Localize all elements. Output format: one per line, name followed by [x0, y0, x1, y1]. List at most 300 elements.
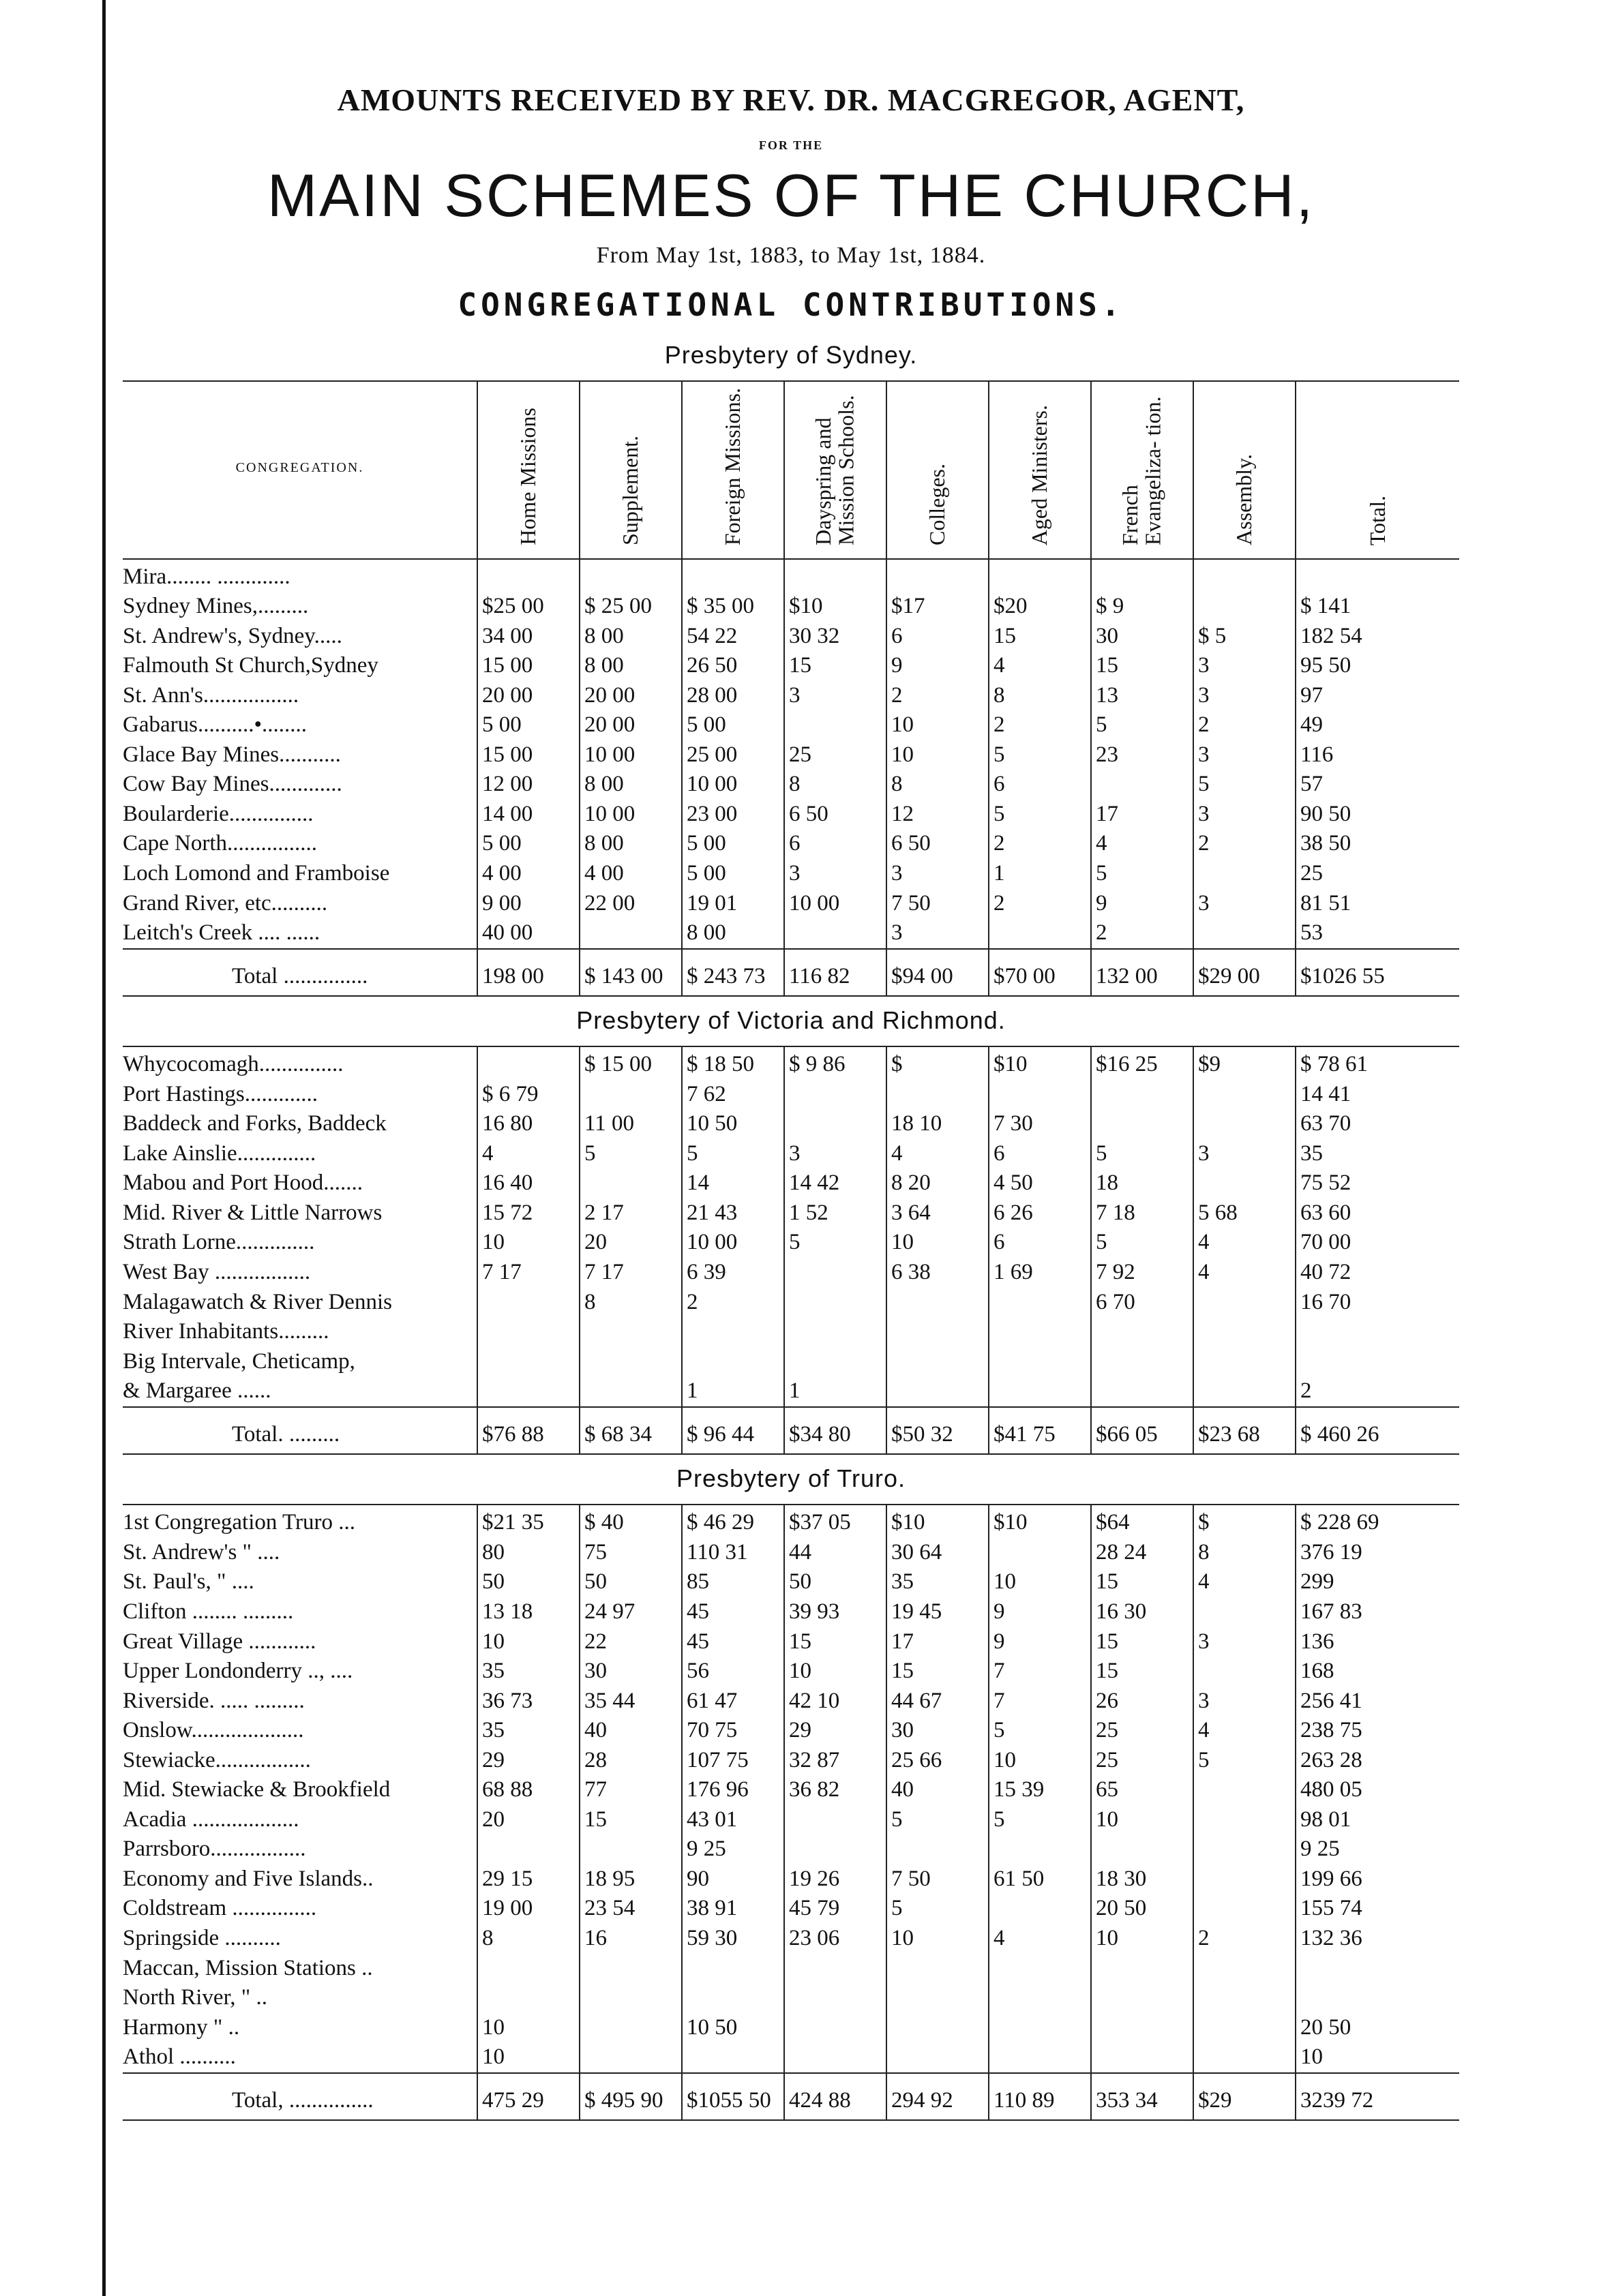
congregation-name: Acadia ...................	[123, 1807, 299, 1832]
amount-cell: 9 00	[477, 889, 580, 919]
amount-cell: 40	[886, 1775, 989, 1805]
amount-cell: 16 40	[477, 1168, 580, 1198]
congregation-name: Coldstream ...............	[123, 1896, 317, 1921]
total-row	[123, 949, 1459, 997]
amount-cell: 10	[784, 1657, 886, 1687]
amount-cell: 98 01	[1296, 1805, 1459, 1835]
congregation-name: Grand River, etc..........	[123, 890, 328, 916]
amount-cell	[682, 2042, 784, 2073]
amount-cell: 5	[989, 1805, 1091, 1835]
amount-cell: 5	[1193, 1746, 1296, 1776]
amount-cell: $9	[1193, 1046, 1296, 1080]
amount-cell	[682, 1347, 784, 1377]
amount-cell: $ 18 50	[682, 1046, 784, 1080]
total-amount: 116 82	[784, 949, 886, 997]
total-label: Total. .........	[232, 1421, 340, 1447]
amount-cell: 7	[989, 1657, 1091, 1687]
amount-cell: 3	[1193, 681, 1296, 711]
amount-cell	[886, 559, 989, 592]
amount-cell: 10 00	[682, 770, 784, 800]
congregation-name: St. Ann's.................	[123, 682, 299, 708]
amount-cell: 75 52	[1296, 1168, 1459, 1198]
congregation-name: Mid. Stewiacke & Brookfield	[123, 1777, 391, 1802]
amount-cell: 10	[886, 1924, 989, 1954]
amount-cell	[682, 1317, 784, 1347]
amount-cell: 7 17	[580, 1258, 682, 1288]
amount-cell: 299	[1296, 1567, 1459, 1597]
amount-cell: 3	[1193, 740, 1296, 770]
amount-cell: 10	[1296, 2042, 1459, 2073]
amount-cell: 3	[1193, 1627, 1296, 1657]
amount-cell: $ 6 79	[477, 1080, 580, 1110]
amount-cell	[580, 918, 682, 949]
amount-cell: 2	[1091, 918, 1193, 949]
amount-cell: 23 54	[580, 1894, 682, 1924]
contributions-table-truro	[123, 1504, 1459, 2121]
table-row	[123, 559, 1459, 592]
amount-cell	[1193, 1347, 1296, 1377]
amount-cell: 18	[1091, 1168, 1193, 1198]
amount-cell: 20	[477, 1805, 580, 1835]
amount-cell	[989, 1983, 1091, 2013]
amount-cell: 5	[580, 1139, 682, 1169]
total-amount: $94 00	[886, 949, 989, 997]
amount-cell: 35	[477, 1716, 580, 1746]
congregation-name: Parrsboro.................	[123, 1837, 306, 1862]
amount-cell	[784, 1258, 886, 1288]
table-row	[123, 1834, 1459, 1864]
amount-cell: 35	[477, 1657, 580, 1687]
amount-cell: $10	[886, 1505, 989, 1538]
amount-cell	[1193, 1657, 1296, 1687]
total-amount: $ 243 73	[682, 949, 784, 997]
amount-cell: 7 17	[477, 1258, 580, 1288]
amount-cell: 7 18	[1091, 1198, 1193, 1228]
total-amount: 198 00	[477, 949, 580, 997]
table-row	[123, 1198, 1459, 1228]
amount-cell: 5	[989, 800, 1091, 830]
total-amount: $ 68 34	[580, 1407, 682, 1455]
total-amount: 424 88	[784, 2073, 886, 2121]
amount-cell	[580, 1834, 682, 1864]
congregation-name: River Inhabitants.........	[123, 1319, 329, 1344]
amount-cell	[1091, 1376, 1193, 1407]
congregation-name: St. Andrew's " ....	[123, 1539, 280, 1565]
amount-cell: 20 00	[580, 710, 682, 740]
amount-cell: 5	[1091, 710, 1193, 740]
amount-cell: $ 40	[580, 1505, 682, 1538]
amount-cell	[580, 559, 682, 592]
table-row	[123, 829, 1459, 859]
amount-cell: 68 88	[477, 1775, 580, 1805]
table-row	[123, 2042, 1459, 2073]
amount-cell	[1193, 1080, 1296, 1110]
amount-cell: 3	[1193, 889, 1296, 919]
congregation-name: Loch Lomond and Framboise	[123, 861, 390, 886]
amount-cell: 24 97	[580, 1597, 682, 1627]
amount-cell: 40	[580, 1716, 682, 1746]
amount-cell: 2 17	[580, 1198, 682, 1228]
amount-cell: 14	[682, 1168, 784, 1198]
amount-cell: 50	[477, 1567, 580, 1597]
amount-cell: 6 38	[886, 1258, 989, 1288]
amount-cell: 4	[886, 1139, 989, 1169]
amount-cell: 63 60	[1296, 1198, 1459, 1228]
total-amount: $76 88	[477, 1407, 580, 1455]
congregation-name: Sydney Mines,.........	[123, 594, 309, 619]
amount-cell: 75	[580, 1538, 682, 1568]
amount-cell: 12	[886, 800, 989, 830]
amount-cell: 15	[580, 1805, 682, 1835]
amount-cell: 10 00	[682, 1228, 784, 1258]
amount-cell: $ 228 69	[1296, 1505, 1459, 1538]
amount-cell: 4	[1193, 1567, 1296, 1597]
amount-cell: 29	[477, 1746, 580, 1776]
amount-cell: 19 01	[682, 889, 784, 919]
total-amount: $ 96 44	[682, 1407, 784, 1455]
amount-cell: 167 83	[1296, 1597, 1459, 1627]
amount-cell: 8	[1193, 1538, 1296, 1568]
amount-cell: 29 15	[477, 1864, 580, 1894]
amount-cell	[989, 1834, 1091, 1864]
table-row	[123, 1109, 1459, 1139]
amount-cell: 4	[1091, 829, 1193, 859]
amount-cell	[886, 1347, 989, 1377]
amount-cell	[1091, 559, 1193, 592]
amount-cell: 42 10	[784, 1687, 886, 1717]
amount-cell: 4	[1193, 1716, 1296, 1746]
total-amount: $34 80	[784, 1407, 886, 1455]
amount-cell	[477, 1317, 580, 1347]
document-page	[123, 82, 1459, 2121]
amount-cell: 5	[886, 1805, 989, 1835]
total-amount: 475 29	[477, 2073, 580, 2121]
amount-cell: 40 00	[477, 918, 580, 949]
table-row	[123, 1317, 1459, 1347]
congregation-name: Port Hastings.............	[123, 1081, 318, 1106]
amount-cell: 376 19	[1296, 1538, 1459, 1568]
table-row	[123, 681, 1459, 711]
amount-cell	[886, 1834, 989, 1864]
amount-cell	[784, 1983, 886, 2013]
amount-cell: 4 00	[477, 859, 580, 889]
amount-cell	[1193, 859, 1296, 889]
amount-cell: 5 68	[1193, 1198, 1296, 1228]
amount-cell: 45	[682, 1627, 784, 1657]
congregation-name: Springside ..........	[123, 1925, 281, 1950]
amount-cell	[477, 559, 580, 592]
amount-cell: 4	[989, 1924, 1091, 1954]
amount-cell	[989, 1538, 1091, 1568]
amount-cell: 8 20	[886, 1168, 989, 1198]
amount-cell: $10	[989, 1505, 1091, 1538]
amount-cell: 2	[989, 710, 1091, 740]
amount-cell: $ 35 00	[682, 592, 784, 622]
amount-cell: 2	[989, 829, 1091, 859]
congregation-name: Riverside. ..... .........	[123, 1688, 305, 1713]
contributions-table-sydney	[123, 380, 1459, 997]
amount-cell	[989, 559, 1091, 592]
amount-cell: 6 70	[1091, 1288, 1193, 1318]
amount-cell: 81 51	[1296, 889, 1459, 919]
amount-cell: 17	[886, 1627, 989, 1657]
amount-cell: $	[1193, 1505, 1296, 1538]
amount-cell: 36 82	[784, 1775, 886, 1805]
amount-cell: 4	[989, 651, 1091, 681]
amount-cell	[1296, 1317, 1459, 1347]
amount-cell: 3	[1193, 1139, 1296, 1169]
congregation-name: Malagawatch & River Dennis	[123, 1289, 392, 1314]
amount-cell: 15	[886, 1657, 989, 1687]
amount-cell	[477, 1834, 580, 1864]
amount-cell	[886, 1376, 989, 1407]
amount-cell: 13 18	[477, 1597, 580, 1627]
amount-cell: 1 52	[784, 1198, 886, 1228]
amount-cell	[886, 2042, 989, 2073]
amount-cell: 5 00	[682, 859, 784, 889]
amount-cell: 6	[989, 1228, 1091, 1258]
amount-cell: 132 36	[1296, 1924, 1459, 1954]
table-row	[123, 622, 1459, 652]
amount-cell: 9 25	[1296, 1834, 1459, 1864]
amount-cell	[580, 1080, 682, 1110]
amount-cell: 77	[580, 1775, 682, 1805]
table-row	[123, 1716, 1459, 1746]
amount-cell: 5	[989, 740, 1091, 770]
congregation-name: Mid. River & Little Narrows	[123, 1200, 383, 1225]
table-row	[123, 1864, 1459, 1894]
section-title: CONGREGATIONAL CONTRIBUTIONS.	[458, 286, 1124, 323]
amount-cell: $ 9	[1091, 592, 1193, 622]
amount-cell: 25	[784, 740, 886, 770]
amount-cell: 2	[682, 1288, 784, 1318]
congregation-name: Big Intervale, Cheticamp,	[123, 1348, 355, 1374]
table-row	[123, 1657, 1459, 1687]
table-row	[123, 1288, 1459, 1318]
amount-cell: 44 67	[886, 1687, 989, 1717]
amount-cell: 28	[580, 1746, 682, 1776]
amount-cell: 8	[477, 1924, 580, 1954]
congregation-name: Economy and Five Islands..	[123, 1866, 374, 1891]
amount-cell: 13	[1091, 681, 1193, 711]
amount-cell: 85	[682, 1567, 784, 1597]
contributions-table-victoria-richmond	[123, 1046, 1459, 1455]
table-row	[123, 770, 1459, 800]
amount-cell: 9	[886, 651, 989, 681]
amount-cell	[886, 1983, 989, 2013]
amount-cell	[989, 1376, 1091, 1407]
amount-cell: 6	[886, 622, 989, 652]
amount-cell	[784, 2042, 886, 2073]
amount-cell: 4	[477, 1139, 580, 1169]
amount-cell: 20 00	[477, 681, 580, 711]
amount-cell	[682, 1983, 784, 2013]
presbytery-title: Presbytery of Truro.	[676, 1464, 906, 1493]
amount-cell: 39 93	[784, 1597, 886, 1627]
amount-cell: 10	[477, 2042, 580, 2073]
table-row	[123, 1805, 1459, 1835]
amount-cell	[886, 2013, 989, 2043]
amount-cell: 5 00	[682, 829, 784, 859]
amount-cell	[1091, 1834, 1193, 1864]
table-row	[123, 889, 1459, 919]
table-row	[123, 592, 1459, 622]
amount-cell: 15 00	[477, 651, 580, 681]
amount-cell: 35	[1296, 1139, 1459, 1169]
amount-cell: 20 50	[1296, 2013, 1459, 2043]
total-row	[123, 2073, 1459, 2121]
amount-cell: 10	[1091, 1924, 1193, 1954]
congregation-name: Great Village ............	[123, 1629, 316, 1654]
amount-cell	[784, 710, 886, 740]
amount-cell	[1193, 1288, 1296, 1318]
table-row	[123, 1347, 1459, 1377]
total-amount: $ 143 00	[580, 949, 682, 997]
total-label: Total ...............	[232, 963, 368, 988]
amount-cell	[1091, 1954, 1193, 1984]
amount-cell: 90	[682, 1864, 784, 1894]
amount-cell: 10	[477, 2013, 580, 2043]
amount-cell: 110 31	[682, 1538, 784, 1568]
amount-cell: 10	[1091, 1805, 1193, 1835]
congregation-name: Lake Ainslie..............	[123, 1141, 316, 1166]
amount-cell: 155 74	[1296, 1894, 1459, 1924]
amount-cell: 107 75	[682, 1746, 784, 1776]
amount-cell: 10 50	[682, 1109, 784, 1139]
amount-cell: 45 79	[784, 1894, 886, 1924]
total-amount: $ 460 26	[1296, 1407, 1459, 1455]
amount-cell: 50	[580, 1567, 682, 1597]
amount-cell: 15	[784, 1627, 886, 1657]
table-row	[123, 1538, 1459, 1568]
amount-cell: 1	[989, 859, 1091, 889]
congregation-name: Cow Bay Mines.............	[123, 772, 342, 797]
amount-cell: 40 72	[1296, 1258, 1459, 1288]
amount-cell: 15	[1091, 1627, 1193, 1657]
amount-cell: 9 25	[682, 1834, 784, 1864]
amount-cell: 199 66	[1296, 1864, 1459, 1894]
column-header-colleges: Colleges.	[886, 381, 989, 559]
amount-cell: 8 00	[580, 770, 682, 800]
congregation-name: St. Andrew's, Sydney.....	[123, 623, 342, 648]
amount-cell: 3	[886, 859, 989, 889]
amount-cell: $ 78 61	[1296, 1046, 1459, 1080]
table-row	[123, 1597, 1459, 1627]
amount-cell: 19 26	[784, 1864, 886, 1894]
amount-cell: 38 91	[682, 1894, 784, 1924]
amount-cell: 1 69	[989, 1258, 1091, 1288]
amount-cell: 2	[989, 889, 1091, 919]
amount-cell: 10	[477, 1627, 580, 1657]
amount-cell: 15	[1091, 1567, 1193, 1597]
amount-cell	[1193, 1983, 1296, 2013]
table-row	[123, 1168, 1459, 1198]
amount-cell: 23	[1091, 740, 1193, 770]
amount-cell: 90 50	[1296, 800, 1459, 830]
amount-cell: 3	[1193, 1687, 1296, 1717]
amount-cell: 2	[886, 681, 989, 711]
amount-cell: $ 141	[1296, 592, 1459, 622]
amount-cell: 15 00	[477, 740, 580, 770]
table-row	[123, 1983, 1459, 2013]
amount-cell	[1193, 2013, 1296, 2043]
amount-cell: 5	[1091, 1228, 1193, 1258]
amount-cell: 22 00	[580, 889, 682, 919]
amount-cell: 20 00	[580, 681, 682, 711]
amount-cell: 3	[784, 859, 886, 889]
amount-cell	[1193, 1834, 1296, 1864]
congregation-name: Whycocomagh...............	[123, 1052, 344, 1077]
congregation-name: North River, " ..	[123, 1985, 267, 2010]
amount-cell: 59 30	[682, 1924, 784, 1954]
column-header-home-missions: Home Missions	[477, 381, 580, 559]
amount-cell	[784, 559, 886, 592]
amount-cell: 45	[682, 1597, 784, 1627]
congregation-name: 1st Congregation Truro ...	[123, 1510, 356, 1535]
total-amount: $ 495 90	[580, 2073, 682, 2121]
congregation-name: Harmony " ..	[123, 2014, 240, 2040]
amount-cell: 15 39	[989, 1775, 1091, 1805]
amount-cell: $ 15 00	[580, 1046, 682, 1080]
amount-cell: 3	[1193, 651, 1296, 681]
amount-cell	[989, 918, 1091, 949]
amount-cell	[886, 1080, 989, 1110]
column-header-congregation: CONGREGATION.	[235, 460, 364, 476]
amount-cell: 5 00	[477, 829, 580, 859]
agent-heading: AMOUNTS RECEIVED BY REV. DR. MACGREGOR, AGENT,	[337, 82, 1245, 117]
amount-cell	[1193, 918, 1296, 949]
amount-cell	[886, 1288, 989, 1318]
amount-cell: 26	[1091, 1687, 1193, 1717]
amount-cell: 44	[784, 1538, 886, 1568]
amount-cell: 136	[1296, 1627, 1459, 1657]
amount-cell: 23 06	[784, 1924, 886, 1954]
amount-cell	[784, 1834, 886, 1864]
amount-cell	[784, 1347, 886, 1377]
amount-cell: $10	[784, 592, 886, 622]
total-amount: 3239 72	[1296, 2073, 1459, 2121]
amount-cell: 25	[1091, 1716, 1193, 1746]
table-row	[123, 800, 1459, 830]
amount-cell: 18 30	[1091, 1864, 1193, 1894]
amount-cell: 10	[886, 740, 989, 770]
amount-cell: 8 00	[682, 918, 784, 949]
amount-cell	[1296, 1983, 1459, 2013]
amount-cell	[886, 1954, 989, 1984]
for-the-line: FOR THE	[758, 138, 824, 152]
amount-cell	[1193, 559, 1296, 592]
congregation-name: Maccan, Mission Stations ..	[123, 1955, 373, 1980]
amount-cell: 8	[784, 770, 886, 800]
amount-cell: 50	[784, 1567, 886, 1597]
amount-cell: 20	[580, 1228, 682, 1258]
amount-cell: 14 42	[784, 1168, 886, 1198]
table-row	[123, 1258, 1459, 1288]
amount-cell: 4 00	[580, 859, 682, 889]
amount-cell: 25	[1296, 859, 1459, 889]
date-range: From May 1st, 1883, to May 1st, 1884.	[596, 243, 986, 268]
amount-cell	[1193, 1317, 1296, 1347]
amount-cell: 17	[1091, 800, 1193, 830]
amount-cell: 65	[1091, 1775, 1193, 1805]
amount-cell: $ 9 86	[784, 1046, 886, 1080]
amount-cell: 16 80	[477, 1109, 580, 1139]
amount-cell	[580, 2042, 682, 2073]
amount-cell: 63 70	[1296, 1109, 1459, 1139]
table-row	[123, 1505, 1459, 1538]
amount-cell: 6	[784, 829, 886, 859]
column-header-supplement: Supplement.	[580, 381, 682, 559]
